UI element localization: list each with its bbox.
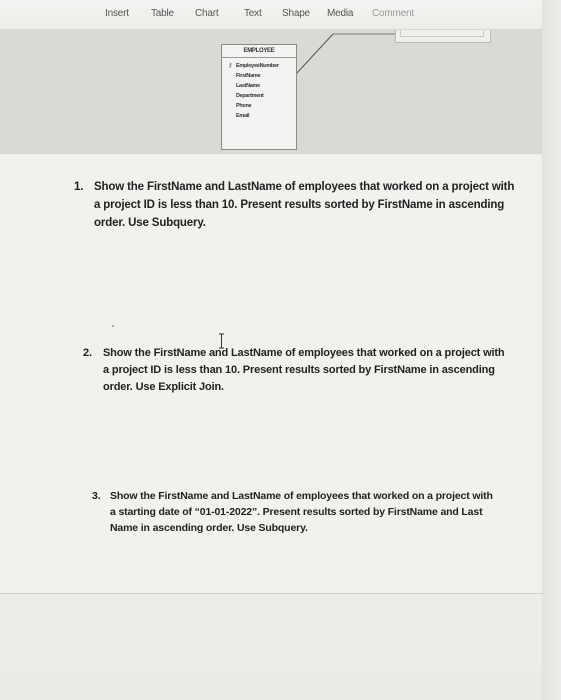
- question-text: Show the FirstName and LastName of employees that worked on a project with a project ID is less than 10. Present results sorted by FirstName in ascending order. Use Subquery.: [94, 181, 515, 229]
- toolbar-comment[interactable]: Comment: [372, 8, 414, 19]
- entity-field-phone: Phone: [236, 103, 252, 109]
- entity-title: EMPLOYEE: [222, 45, 296, 58]
- question-text: Show the FirstName and LastName of employees that worked on a project with a project ID is less than 10. Present results sorted by FirstName in ascending order. Use Explicit Join.: [103, 347, 505, 393]
- toolbar-text[interactable]: Text: [244, 8, 262, 19]
- toolbar-table[interactable]: Table: [151, 8, 174, 19]
- entity-field-email: Email: [236, 113, 250, 119]
- sheet-bottom-line: [0, 593, 543, 594]
- key-icon: ⚷: [228, 63, 233, 69]
- stray-dot: [112, 325, 114, 327]
- entity-field-employee-number: ⚷ EmployeeNumber: [228, 63, 279, 69]
- entity-field-last-name: LastName: [236, 83, 260, 89]
- toolbar: [0, 0, 561, 30]
- question-number: 2.: [83, 347, 92, 359]
- entity-field-first-name: FirstName: [236, 73, 261, 79]
- toolbar-media[interactable]: Media: [327, 8, 354, 19]
- question-number: 3.: [92, 490, 101, 502]
- toolbar-chart[interactable]: Chart: [195, 8, 219, 19]
- toolbar-insert[interactable]: Insert: [105, 8, 129, 19]
- entity-fields: [222, 58, 296, 121]
- sheet-edge: [542, 0, 561, 700]
- er-diagram-area: [0, 30, 543, 154]
- entity-field-department: Department: [236, 93, 264, 99]
- question-text: Show the FirstName and LastName of employees that worked on a project with a starting date of “01-01-2022”. Present results sorted by FirstName and Last Name in ascending order. Use Subquery.: [110, 490, 493, 534]
- employee-entity[interactable]: [221, 44, 297, 150]
- toolbar-shape[interactable]: Shape: [282, 8, 310, 19]
- question-number: 1.: [74, 181, 84, 193]
